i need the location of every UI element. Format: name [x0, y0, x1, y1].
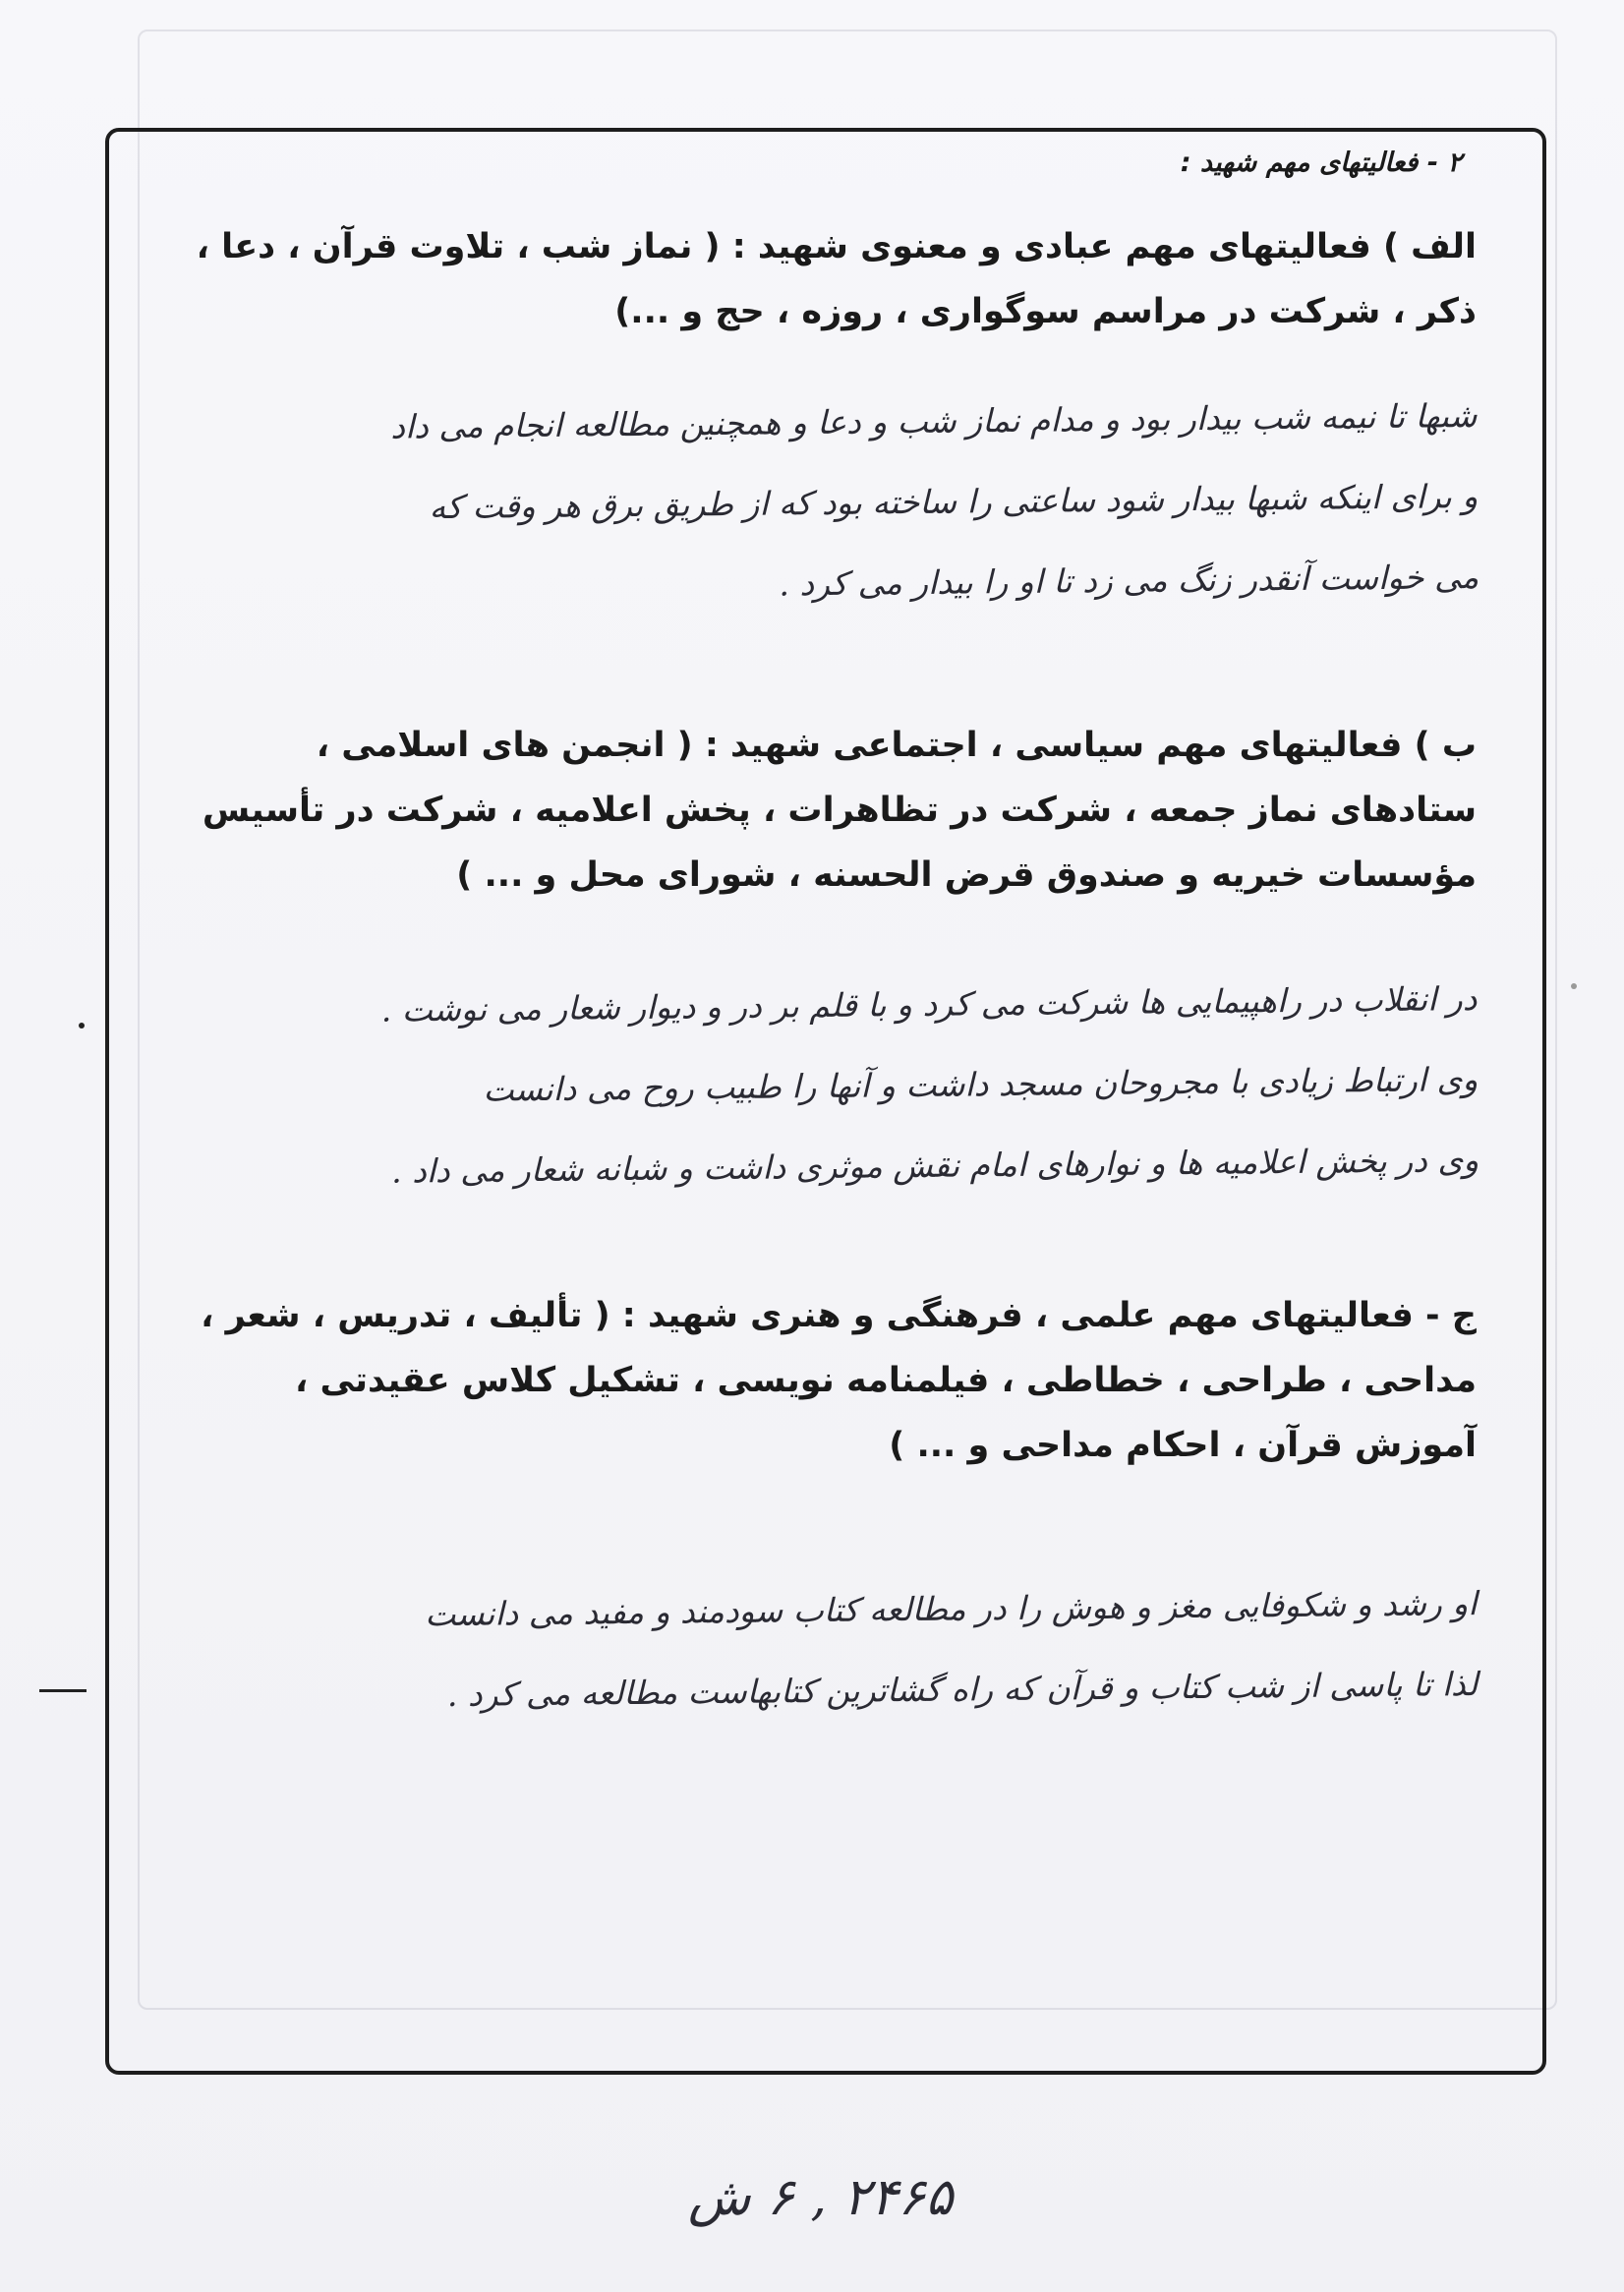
- section-a-handwritten: [120, 376, 1479, 631]
- printed-line: ذکر ، شرکت در مراسم سوگواری ، روزه ، حج و ...): [614, 292, 1477, 331]
- printed-line: آموزش قرآن ، احکام مداحی و ... ): [889, 1426, 1477, 1465]
- section-c-handwritten: [120, 1563, 1479, 1738]
- printed-line: مداحی ، طراحی ، خطاطی ، فیلمنامه نویسی ، تشکیل کلاس عقیدتی ،: [295, 1361, 1477, 1400]
- handwritten-line: لذا تا پاسی از شب کتاب و قرآن که راه گشاترین کتابهاست مطالعه می کرد .: [446, 1664, 1479, 1714]
- section-c-printed: [140, 1283, 1477, 1478]
- printed-line: ب ) فعالیتهای مهم سیاسی ، اجتماعی شهید : ( انجمن های اسلامی ،: [316, 726, 1477, 765]
- section-b-handwritten: [120, 959, 1479, 1214]
- section-title: ۲ - فعالیتهای مهم شهید :: [1180, 147, 1462, 178]
- margin-dot: [1571, 983, 1577, 989]
- handwritten-line: او رشد و شکوفایی مغز و هوش را در مطالعه کتاب سودمند و مفید می دانست: [425, 1583, 1478, 1634]
- handwritten-line: می خواست آنقدر زنگ می زد تا او را بیدار می کرد .: [779, 557, 1479, 604]
- printed-line: مؤسسات خیریه و صندوق قرض الحسنه ، شورای محل و ... ): [456, 855, 1477, 895]
- handwritten-line: و برای اینکه شبها بیدار شود ساعتی را ساخته بود که از طریق برق هر وقت که: [429, 476, 1479, 527]
- margin-mark: [39, 1689, 87, 1692]
- handwritten-page-number: ۲۴۶۵ , ۶ ش: [688, 2168, 954, 2227]
- handwritten-line: وی ارتباط زیادی با مجروحان مسجد داشت و آنها را طبیب روح می دانست: [483, 1059, 1479, 1109]
- printed-line: الف ) فعالیتهای مهم عبادی و معنوی شهید : ( نماز شب ، تلاوت قرآن ، دعا ،: [196, 227, 1477, 266]
- margin-dot: [79, 1023, 85, 1028]
- handwritten-line: شبها تا نیمه شب بیدار بود و مدام نماز شب و دعا و همچنین مطالعه انجام می داد: [390, 395, 1478, 446]
- section-b-printed: [140, 713, 1477, 908]
- handwritten-line: وی در پخش اعلامیه ها و نوارهای امام نقش موثری داشت و شبانه شعار می داد .: [390, 1140, 1479, 1191]
- handwritten-line: در انقلاب در راهپیمایی ها شرکت می کرد و با قلم بر در و دیوار شعار می نوشت .: [380, 978, 1478, 1029]
- section-a-printed: [140, 214, 1477, 344]
- printed-line: ستادهای نماز جمعه ، شرکت در تظاهرات ، پخش اعلامیه ، شرکت در تأسیس: [202, 791, 1477, 830]
- printed-line: ج - فعالیتهای مهم علمی ، فرهنگی و هنری شهید : ( تألیف ، تدریس ، شعر ،: [201, 1296, 1477, 1335]
